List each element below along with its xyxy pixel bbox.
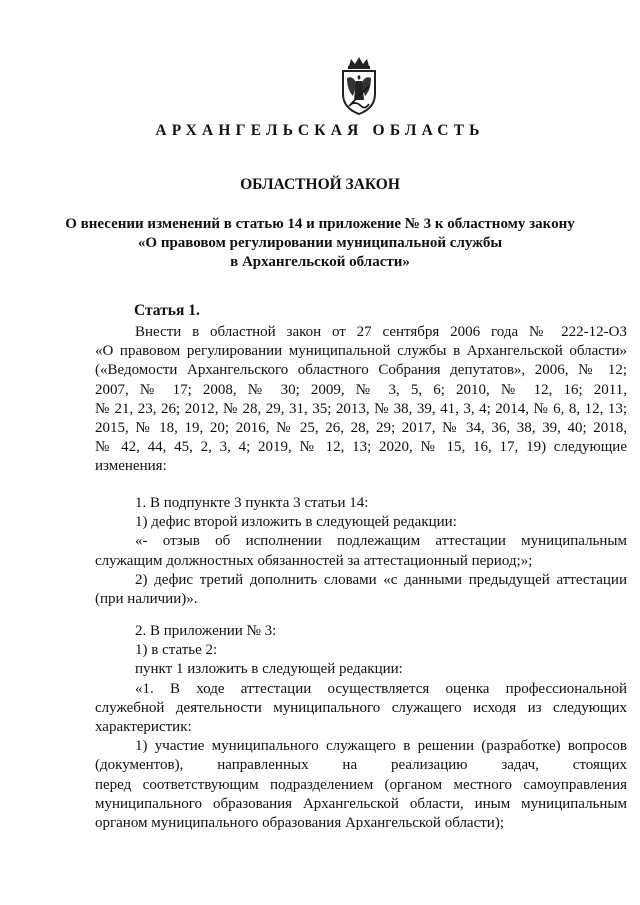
article-heading: Статья 1. (134, 302, 200, 319)
text-line: Внести в областной закон от 27 сентября 2006 года № 222-12-ОЗ (135, 324, 627, 340)
text-line: органом муниципального образования Архангельской области); (95, 814, 504, 831)
text-line: 2. В приложении № 3: (135, 623, 277, 639)
text-line: 1) в статье 2: (135, 642, 218, 659)
text-line: 1) участие муниципального служащего в решении (разработке) вопросов (135, 738, 627, 755)
text-line: пункт 1 изложить в следующей редакции: (135, 661, 403, 678)
article-intro (95, 323, 627, 477)
text-line: служащим должностных обязанностей за аттестационный период;»; (95, 552, 533, 569)
text-line: 2015, № 18, 19, 20; 2016, № 25, 26, 28, 29; 2017, № 34, 36, 38, 39, 40; 2018, (95, 419, 627, 436)
coat-of-arms-emblem (331, 56, 387, 118)
text-line: 1) дефис второй изложить в следующей редакции: (135, 514, 457, 531)
text-line: № 21, 23, 26; 2012, № 28, 29, 31, 35; 2013, № 38, 39, 41, 3, 4; 2014, № 6, 8, 12, 13; (95, 400, 627, 417)
text-line: 1. В подпункте 3 пункта 3 статьи 14: (135, 495, 369, 511)
law-title-line: О внесении изменений в статью 14 и приложение № 3 к областному закону (65, 216, 575, 232)
section-2 (95, 622, 627, 833)
text-line: муниципального образования Архангельской области, иным муниципальным (95, 795, 627, 812)
text-line: характеристик: (95, 718, 192, 735)
text-line: 2) дефис третий дополнить словами «с данными предыдущей аттестации (135, 571, 627, 588)
law-title (0, 215, 640, 272)
text-line: (при наличии)». (95, 590, 198, 607)
text-line: изменения: (95, 458, 167, 475)
text-line: «1. В ходе аттестации осуществляется оценка профессиональной (135, 680, 627, 697)
law-title-line: «О правовом регулировании муниципальной службы (137, 235, 503, 251)
text-line: «- отзыв об исполнении подлежащим аттестации муниципальным (135, 533, 627, 550)
law-title-line: в Архангельской области» (230, 254, 410, 270)
text-line: (документов), направленных на реализацию задач, стоящих (95, 757, 627, 774)
text-line: перед соответствующим подразделением (органом местного самоуправления (95, 776, 627, 793)
section-1 (95, 494, 627, 609)
region-name: АРХАНГЕЛЬСКАЯ ОБЛАСТЬ (155, 122, 485, 139)
text-line: служебной деятельности муниципального служащего исходя из следующих (95, 699, 627, 716)
text-line: № 42, 44, 45, 2, 3, 4; 2019, № 12, 13; 2020, № 15, 16, 17, 19) следующие (95, 439, 627, 456)
text-line: «О правовом регулировании муниципальной службы в Архангельской области» (95, 343, 627, 360)
text-line: («Ведомости Архангельского областного Собрания депутатов», 2006, № 12; (95, 362, 627, 379)
text-line: 2007, № 17; 2008, № 30; 2009, № 3, 5, 6; 2010, № 12, 16; 2011, (95, 381, 627, 398)
law-type: ОБЛАСТНОЙ ЗАКОН (240, 176, 400, 193)
